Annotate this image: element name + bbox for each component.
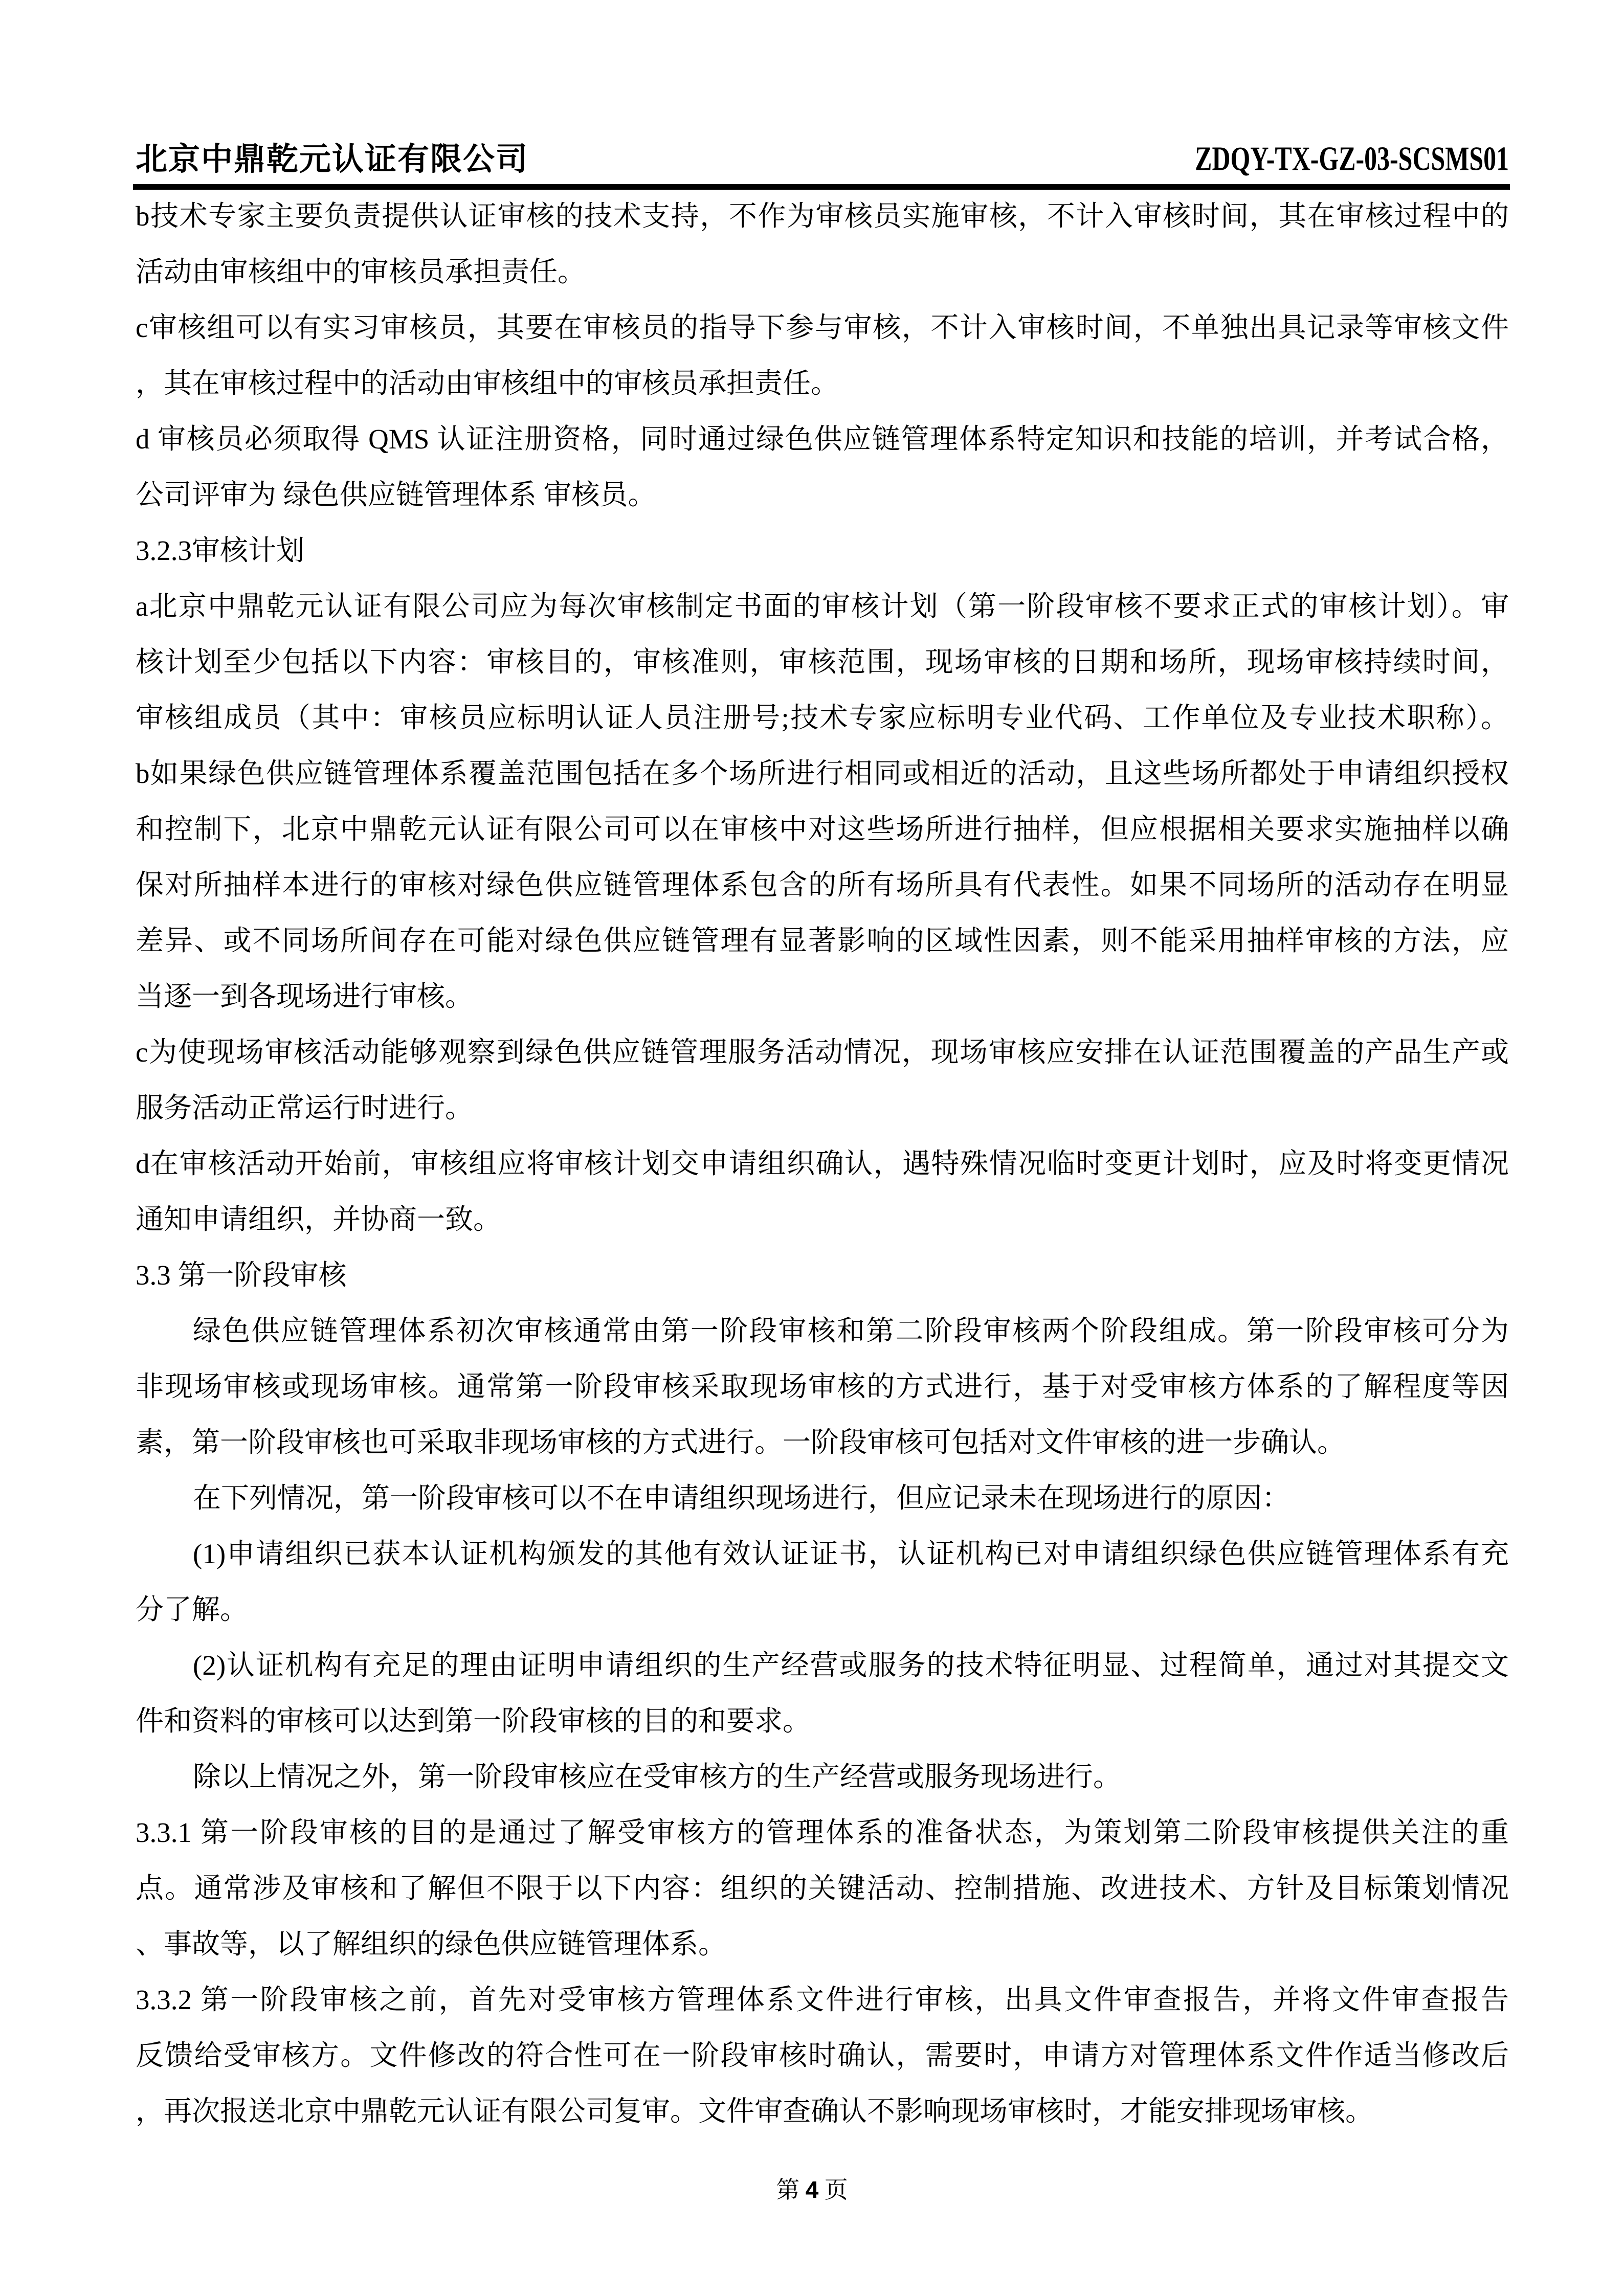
text-line: 绿色供应链管理体系初次审核通常由第一阶段审核和第二阶段审核两个阶段组成。第一阶段审核可分为 <box>193 1315 1509 1346</box>
text-line: 、事故等，以了解组织的绿色供应链管理体系。 <box>136 1928 727 1960</box>
text-line: 在下列情况，第一阶段审核可以不在申请组织现场进行，但应记录未在现场进行的原因： <box>193 1482 1291 1514</box>
text-line: c为使现场审核活动能够观察到绿色供应链管理服务活动情况，现场审核应安排在认证范围覆盖的产品生产或 <box>136 1037 1509 1068</box>
text-line: 除以上情况之外，第一阶段审核应在受审核方的生产经营或服务现场进行。 <box>193 1761 1122 1792</box>
page-footer <box>0 2174 1624 2205</box>
text-line: a北京中鼎乾元认证有限公司应为每次审核制定书面的审核计划（第一阶段审核不要求正式的审核计划）。审 <box>136 591 1509 622</box>
text-line: 3.3.2 第一阶段审核之前，首先对受审核方管理体系文件进行审核，出具文件审查报告，并将文件审查报告 <box>136 1984 1509 2015</box>
text-line: 差异、或不同场所间存在可能对绿色供应链管理有显著影响的区域性因素，则不能采用抽样审核的方法，应 <box>136 925 1509 956</box>
text-line: 反馈给受审核方。文件修改的符合性可在一阶段审核时确认，需要时，申请方对管理体系文件作适当修改后 <box>136 2040 1509 2071</box>
text-line: 分了解。 <box>136 1594 249 1625</box>
text-line: ，再次报送北京中鼎乾元认证有限公司复审。文件审查确认不影响现场审核时，才能安排现场审核。 <box>136 2096 1374 2127</box>
document-code: ZDQY-TX-GZ-03-SCSMS01 <box>1195 139 1509 178</box>
text-line: 当逐一到各现场进行审核。 <box>136 981 474 1012</box>
text-line: 保对所抽样本进行的审核对绿色供应链管理体系包含的所有场所具有代表性。如果不同场所的活动存在明显 <box>136 869 1509 901</box>
text-line: 服务活动正常运行时进行。 <box>136 1092 474 1123</box>
text-line: 素，第一阶段审核也可采取非现场审核的方式进行。一阶段审核可包括对文件审核的进一步确认。 <box>136 1427 1346 1458</box>
page-number-label-prefix: 第 <box>776 2177 800 2203</box>
document-body <box>136 188 1509 2139</box>
page-number-label-suffix: 页 <box>824 2177 848 2203</box>
page-header <box>136 139 1509 178</box>
text-line: d在审核活动开始前，审核组应将审核计划交申请组织确认，遇特殊情况临时变更计划时，应及时将变更情况 <box>136 1148 1509 1179</box>
text-line: c审核组可以有实习审核员，其要在审核员的指导下参与审核，不计入审核时间，不单独出具记录等审核文件 <box>136 312 1509 343</box>
text-line: 非现场审核或现场审核。通常第一阶段审核采取现场审核的方式进行，基于对受审核方体系的了解程度等因 <box>136 1371 1509 1402</box>
text-line: (1)申请组织已获本认证机构颁发的其他有效认证证书，认证机构已对申请组织绿色供应链管理体系有充 <box>193 1538 1509 1569</box>
text-line: 和控制下，北京中鼎乾元认证有限公司可以在审核中对这些场所进行抽样，但应根据相关要求实施抽样以确 <box>136 814 1509 845</box>
text-line: b技术专家主要负责提供认证审核的技术支持，不作为审核员实施审核，不计入审核时间，其在审核过程中的 <box>136 200 1509 232</box>
text-line: ，其在审核过程中的活动由审核组中的审核员承担责任。 <box>136 368 839 399</box>
text-line: b如果绿色供应链管理体系覆盖范围包括在多个场所进行相同或相近的活动，且这些场所都处于申请组织授权 <box>136 758 1509 789</box>
text-line: 通知申请组织，并协商一致。 <box>136 1204 502 1235</box>
company-name: 北京中鼎乾元认证有限公司 <box>136 142 529 177</box>
text-line: 活动由审核组中的审核员承担责任。 <box>136 256 586 287</box>
text-line: d 审核员必须取得 QMS 认证注册资格，同时通过绿色供应链管理体系特定知识和技能的培训，并考试合格， <box>136 423 1509 455</box>
text-line: (2)认证机构有充足的理由证明申请组织的生产经营或服务的技术特征明显、过程简单，通过对其提交文 <box>193 1650 1509 1681</box>
text-line: 3.2.3审核计划 <box>136 535 305 566</box>
text-line: 核计划至少包括以下内容：审核目的，审核准则，审核范围，现场审核的日期和场所，现场审核持续时间， <box>136 646 1509 678</box>
text-line: 审核组成员（其中：审核员应标明认证人员注册号;技术专家应标明专业代码、工作单位及专业技术职称）。 <box>136 702 1509 733</box>
text-line: 3.3.1 第一阶段审核的目的是通过了解受审核方的管理体系的准备状态，为策划第二阶段审核提供关注的重 <box>136 1817 1509 1848</box>
text-line: 点。通常涉及审核和了解但不限于以下内容：组织的关键活动、控制措施、改进技术、方针及目标策划情况 <box>136 1873 1509 1904</box>
text-line: 3.3 第一阶段审核 <box>136 1259 347 1291</box>
text-line: 公司评审为 绿色供应链管理体系 审核员。 <box>136 479 656 510</box>
page-number: 4 <box>805 2176 819 2203</box>
text-line: 件和资料的审核可以达到第一阶段审核的目的和要求。 <box>136 1705 811 1737</box>
